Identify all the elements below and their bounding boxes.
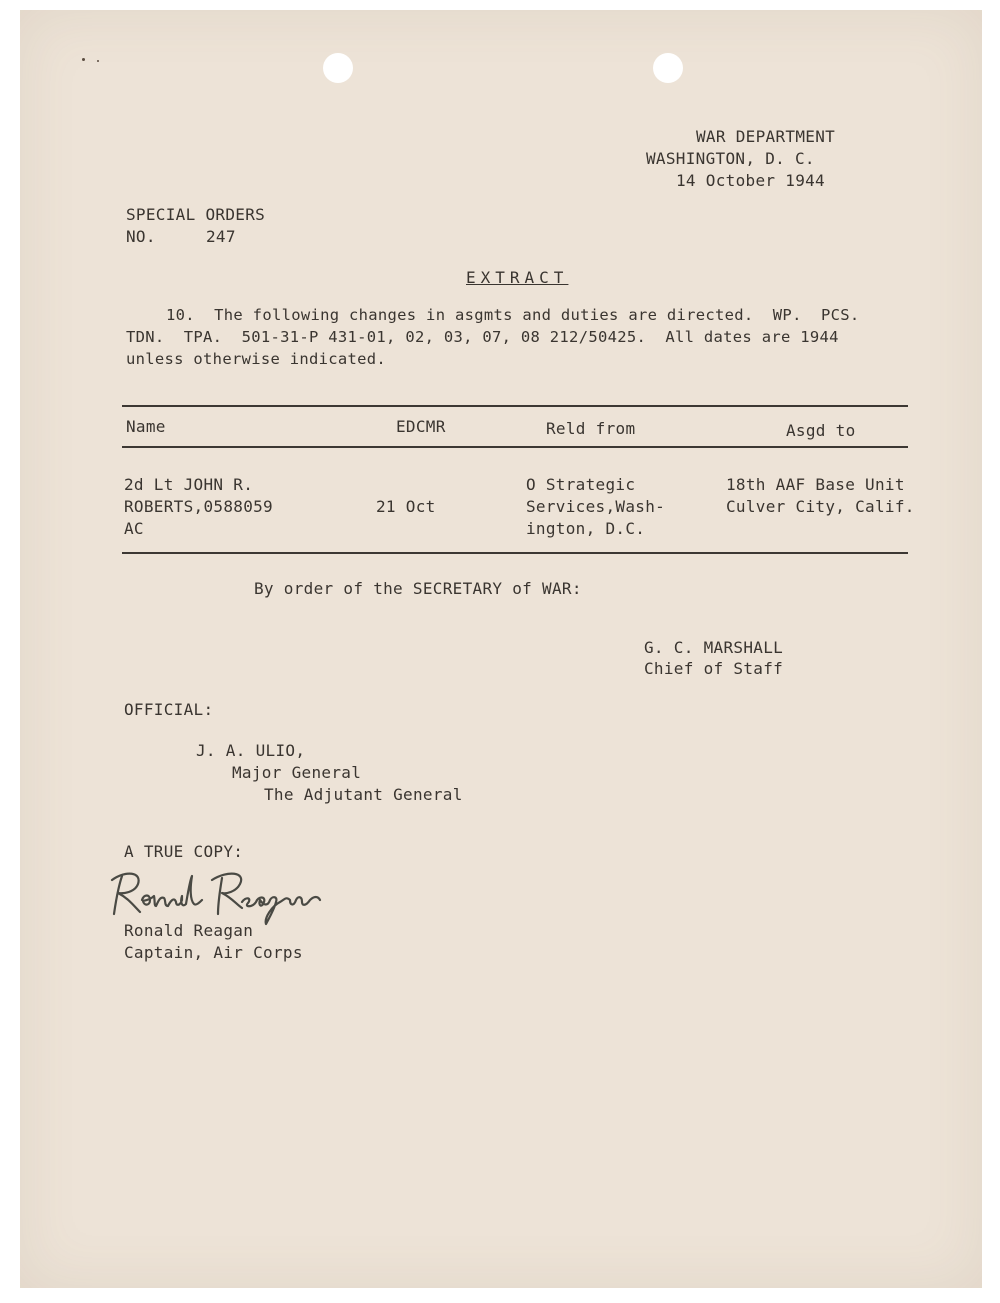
table-cell-asgd-to-line-2: Culver City, Calif. [726, 497, 915, 516]
table-cell-reld-from-line-3: ington, D.C. [526, 519, 646, 538]
department-name: WAR DEPARTMENT [696, 127, 836, 146]
paragraph-line-1: 10. The following changes in asgmts and duties are directed. WP. PCS. [166, 306, 860, 324]
department-city: WASHINGTON, D. C. [646, 149, 815, 168]
paragraph-line-2: TDN. TPA. 501-31-P 431-01, 02, 03, 07, 08 212/50425. All dates are 1944 [126, 328, 839, 346]
chief-title: Chief of Staff [644, 659, 784, 678]
document-page [20, 10, 982, 1288]
table-bottom-rule [122, 552, 908, 554]
chief-name: G. C. MARSHALL [644, 638, 784, 657]
order-number: 247 [206, 227, 236, 246]
table-cell-reld-from-line-2: Services,Wash- [526, 497, 666, 516]
table-header-rule [122, 446, 908, 448]
extract-heading: EXTRACT [466, 268, 569, 287]
punch-hole-left [323, 53, 353, 83]
table-cell-name-line-3: AC [124, 519, 144, 538]
order-number-label: NO. [126, 227, 156, 246]
punch-hole-right [653, 53, 683, 83]
table-cell-edcmr: 21 Oct [376, 497, 436, 516]
paper-speck [82, 58, 85, 61]
column-header-name: Name [126, 417, 166, 436]
special-orders-title: SPECIAL ORDERS [126, 205, 266, 224]
true-copy-label: A TRUE COPY: [124, 842, 244, 861]
official-name: J. A. ULIO, [196, 741, 306, 760]
true-copy-title: Captain, Air Corps [124, 943, 303, 962]
table-cell-name-line-2: ROBERTS,0588059 [124, 497, 273, 516]
table-cell-name-line-1: 2d Lt JOHN R. [124, 475, 254, 494]
true-copy-name: Ronald Reagan [124, 921, 254, 940]
by-order-line: By order of the SECRETARY of WAR: [254, 579, 582, 598]
official-title: The Adjutant General [264, 785, 463, 804]
column-header-reld-from: Reld from [546, 419, 636, 438]
table-cell-asgd-to-line-1: 18th AAF Base Unit [726, 475, 905, 494]
column-header-edcmr: EDCMR [396, 417, 446, 436]
reagan-signature [108, 866, 328, 926]
column-header-asgd-to: Asgd to [786, 421, 856, 440]
order-date: 14 October 1944 [676, 171, 825, 190]
paragraph-line-3: unless otherwise indicated. [126, 350, 387, 368]
paper-speck [97, 60, 99, 62]
table-top-rule [122, 405, 908, 407]
official-label: OFFICIAL: [124, 700, 214, 719]
table-cell-reld-from-line-1: O Strategic [526, 475, 636, 494]
official-rank: Major General [232, 763, 362, 782]
